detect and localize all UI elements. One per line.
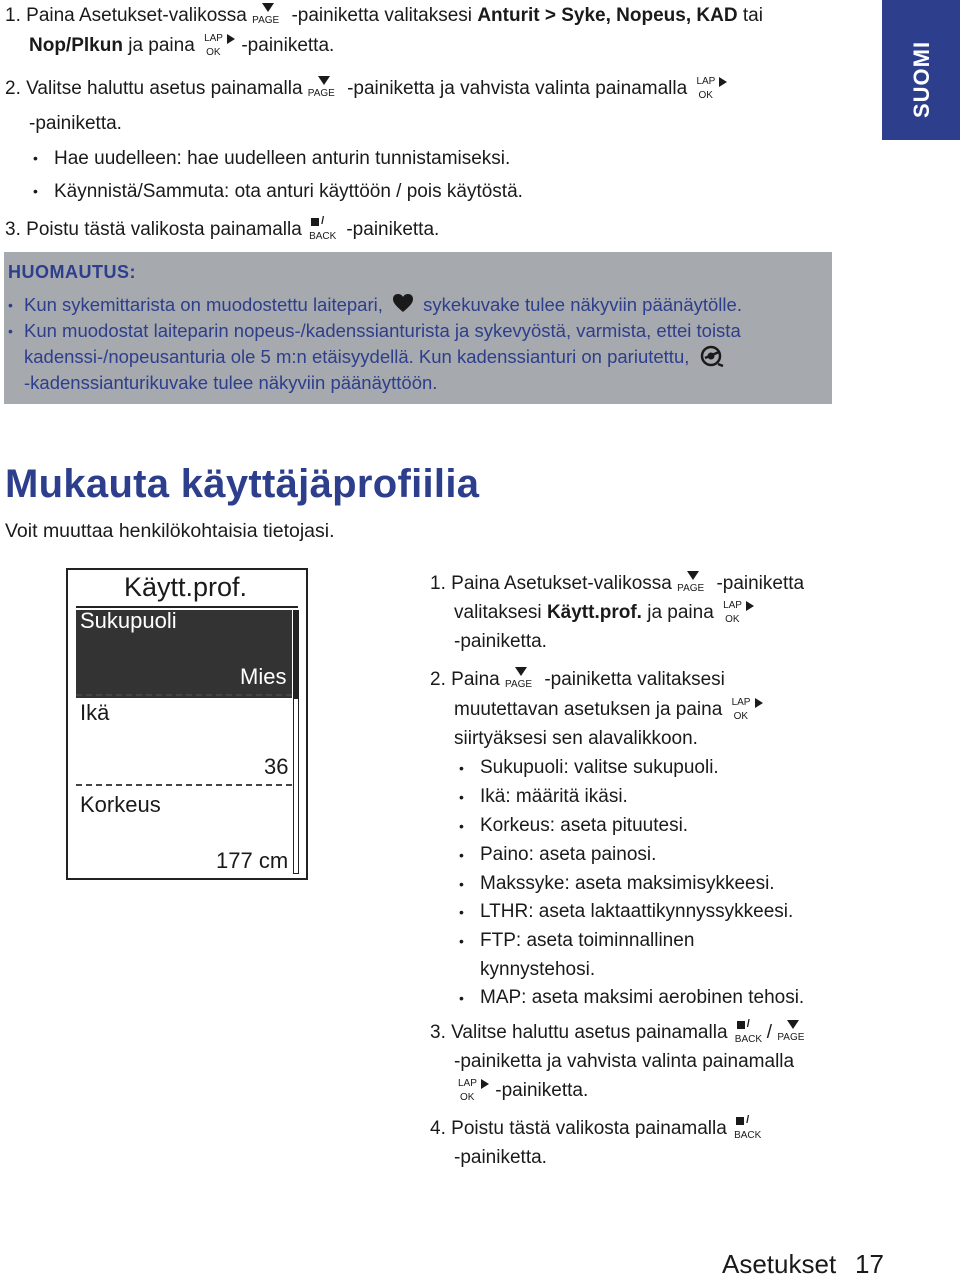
bullet-icon: • xyxy=(459,847,464,863)
list-item: Sukupuoli: valitse sukupuoli. xyxy=(480,757,719,778)
bullet-icon: • xyxy=(459,789,464,805)
right-step-3-cont: -painiketta ja vahvista valinta painamalla xyxy=(454,1051,795,1072)
right-step-2-end: siirtyäksesi sen alavalikkoon. xyxy=(454,728,698,749)
step-1-cont: Nop/Plkun ja paina LAP OK -painiketta. xyxy=(29,33,335,58)
lap-ok-button-icon: LAP OK xyxy=(719,599,755,627)
list-item-cont: kynnystehosi. xyxy=(480,959,596,980)
page-button-icon: PAGE xyxy=(252,3,286,29)
list-item: Hae uudelleen: hae uudelleen anturin tunnistamiseksi. xyxy=(54,148,511,169)
screen-title: Käytt.prof. xyxy=(124,572,248,602)
step-2: 2. Valitse haluttu asetus painamalla PAGE -painiketta ja vahvista valinta painamalla LAP OK xyxy=(5,75,728,103)
lap-ok-button-icon: LAP OK xyxy=(200,32,236,60)
page-number: 17 xyxy=(855,1249,884,1279)
right-step-1: 1. Paina Asetukset-valikossa PAGE -painiketta xyxy=(430,570,804,598)
back-button-icon: / BACK xyxy=(734,1114,762,1141)
row-value: Mies xyxy=(240,664,287,689)
lap-ok-button-icon: LAP OK xyxy=(728,696,764,724)
row-label: Korkeus xyxy=(80,792,161,817)
note-line-2: Kun muodostat laiteparin nopeus-/kadenssianturista ja sykevyöstä, varmista, ettei toista xyxy=(24,320,741,341)
section-title: Mukauta käyttäjäprofiilia xyxy=(5,462,480,506)
heart-icon xyxy=(392,293,414,313)
list-item: Korkeus: aseta pituutesi. xyxy=(480,815,689,836)
step-3: 3. Poistu tästä valikosta painamalla / BACK -painiketta. xyxy=(5,215,440,242)
footer-section: Asetukset xyxy=(722,1249,837,1279)
row-value: 177 cm xyxy=(216,848,289,873)
step-1: 1. Paina Asetukset-valikossa PAGE -painiketta valitaksesi Anturit > Syke, Nopeus, KAD tai xyxy=(5,2,763,30)
bullet-icon: • xyxy=(33,150,38,166)
bullet-icon: • xyxy=(8,297,13,313)
language-tab xyxy=(882,0,960,140)
list-item: Ikä: määritä ikäsi. xyxy=(480,786,628,807)
scrollbar xyxy=(293,610,299,874)
note-box xyxy=(4,252,832,404)
bullet-icon: • xyxy=(459,760,464,776)
bullet-icon: • xyxy=(33,183,38,199)
divider xyxy=(76,784,292,786)
right-step-1-cont: valitaksesi Käytt.prof. ja paina LAP OK xyxy=(454,599,755,627)
divider xyxy=(76,694,292,696)
bullet-icon: • xyxy=(459,904,464,920)
language-tab-label: SUOMI xyxy=(909,40,934,118)
list-item: Makssyke: aseta maksimisykkeesi. xyxy=(480,873,775,894)
lap-ok-button-icon: LAP OK xyxy=(692,75,728,103)
note-line-4: -kadenssianturikuvake tulee näkyviin päänäyttöön. xyxy=(24,372,438,393)
right-step-3-end: LAP OK -painiketta. xyxy=(454,1077,588,1105)
bullet-icon: • xyxy=(459,990,464,1006)
right-step-2-cont: muutettavan asetuksen ja paina LAP OK xyxy=(454,696,764,724)
list-item: FTP: aseta toiminnallinen xyxy=(480,930,695,951)
note-line-3: kadenssi-/nopeusanturia ole 5 m:n etäisyydellä. Kun kadenssianturi on pariutettu, xyxy=(24,344,725,370)
back-button-icon: / BACK xyxy=(734,1018,763,1045)
row-label: Sukupuoli xyxy=(80,608,177,633)
right-step-4-cont: -painiketta. xyxy=(454,1147,547,1168)
page-button-icon: PAGE xyxy=(505,667,539,693)
back-button-icon: / BACK xyxy=(309,215,337,242)
page-button-icon: PAGE xyxy=(308,76,342,102)
step-2-cont: -painiketta. xyxy=(29,113,122,134)
bullet-icon: • xyxy=(459,876,464,892)
lap-ok-button-icon: LAP OK xyxy=(454,1077,490,1105)
right-step-3: 3. Valitse haluttu asetus painamalla / BACK / PAGE xyxy=(430,1019,811,1047)
note-line-1: Kun sykemittarista on muodostettu laitepari, sykekuvake tulee näkyviin päänäytölle. xyxy=(24,294,742,315)
row-label: Ikä xyxy=(80,700,110,725)
list-item: MAP: aseta maksimi aerobinen tehosi. xyxy=(480,987,805,1008)
note-heading: HUOMAUTUS: xyxy=(8,262,136,282)
device-screen xyxy=(66,568,308,880)
bullet-icon: • xyxy=(8,323,13,339)
bullet-icon: • xyxy=(459,933,464,949)
page-button-icon: PAGE xyxy=(677,571,711,597)
right-step-2: 2. Paina PAGE -painiketta valitaksesi xyxy=(430,666,725,694)
right-step-4: 4. Poistu tästä valikosta painamalla / BACK xyxy=(430,1115,766,1143)
list-item: Käynnistä/Sammuta: ota anturi käyttöön / pois käytöstä. xyxy=(54,181,523,202)
cadence-sensor-icon xyxy=(699,344,725,368)
right-step-1-end: -painiketta. xyxy=(454,631,547,652)
list-item: Paino: aseta painosi. xyxy=(480,844,657,865)
bullet-icon: • xyxy=(459,818,464,834)
section-intro: Voit muuttaa henkilökohtaisia tietojasi. xyxy=(5,520,335,542)
scrollbar-thumb xyxy=(294,611,298,699)
page-button-icon: PAGE xyxy=(777,1020,811,1046)
row-value: 36 xyxy=(264,754,289,779)
list-item: LTHR: aseta laktaattikynnyssykkeesi. xyxy=(480,901,794,922)
